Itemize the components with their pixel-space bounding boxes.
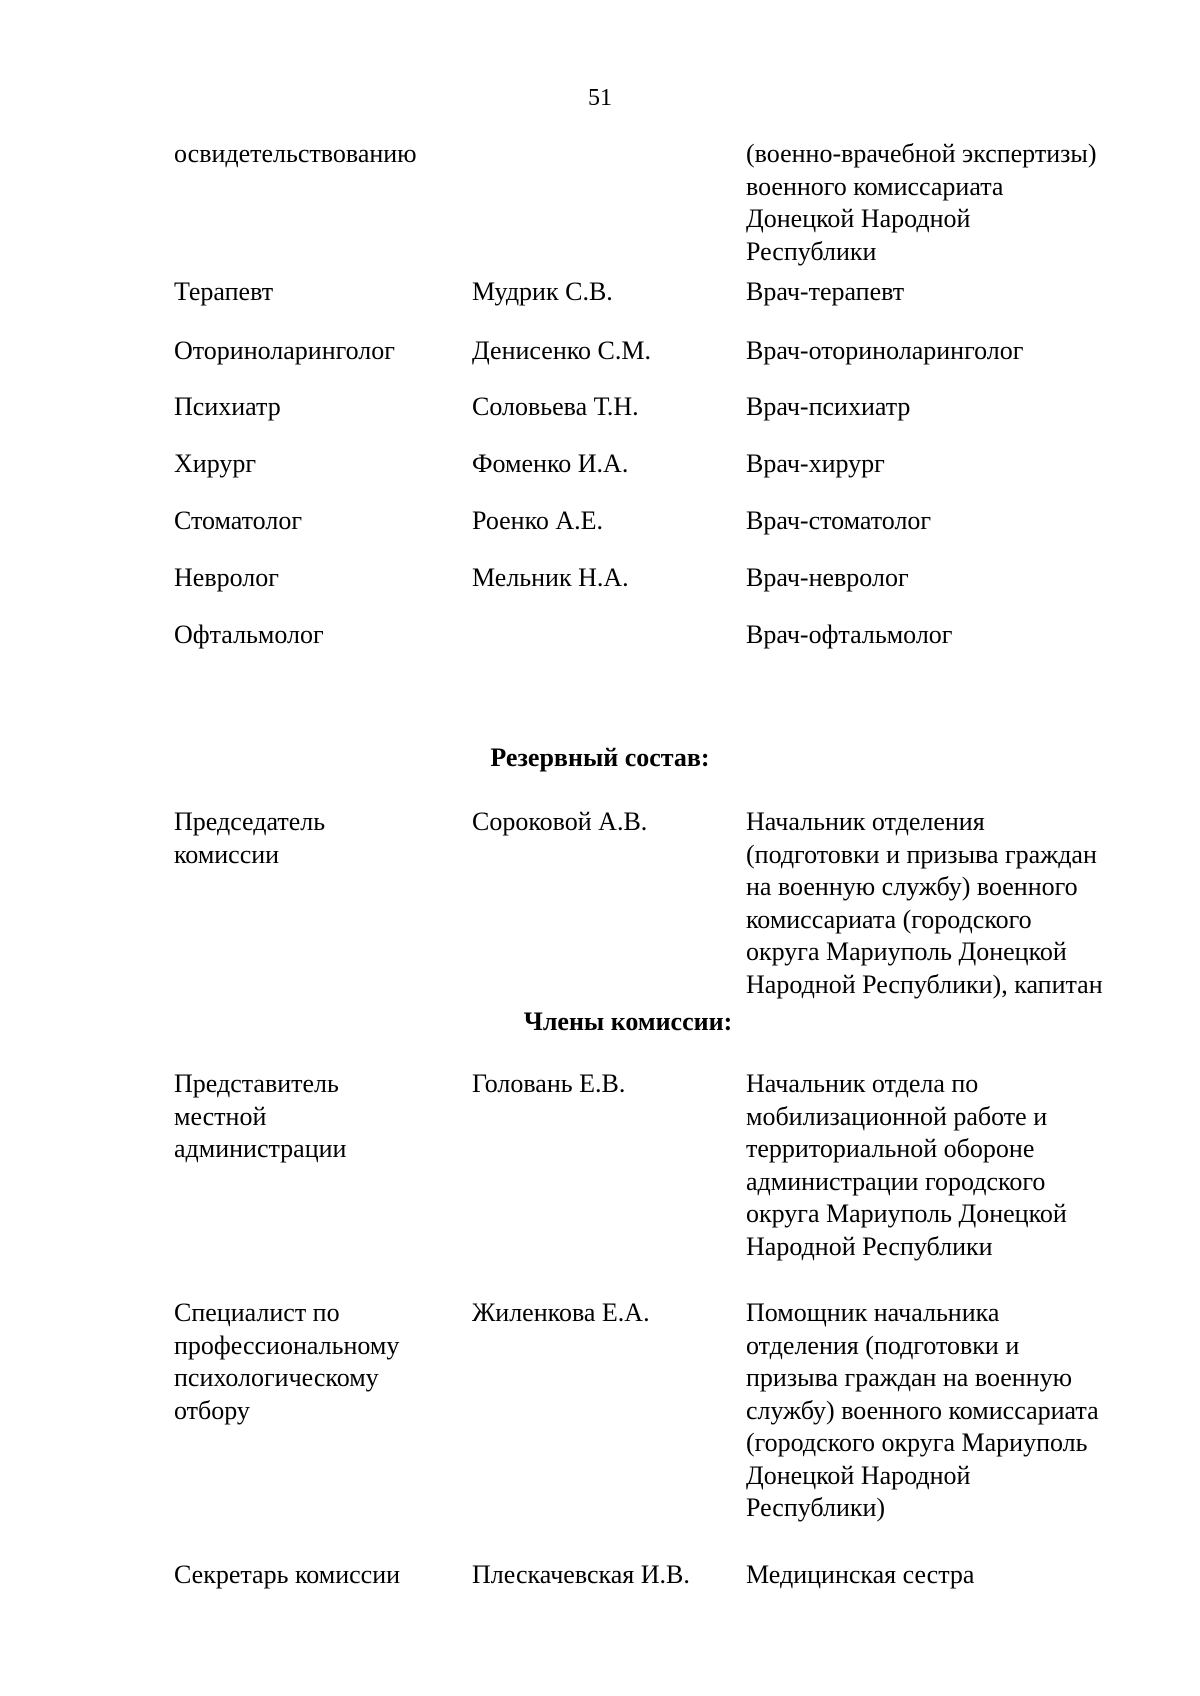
specialist-position: Врач-хирург — [746, 449, 885, 478]
position-line: (военно-врачебной экспертизы) — [746, 139, 1097, 168]
member-name: Плескачевская И.В. — [472, 1560, 690, 1589]
role-line: администрации — [174, 1134, 347, 1163]
page-number: 51 — [588, 85, 612, 111]
position-line: Помощник начальника — [746, 1298, 1000, 1327]
specialist-role: Терапевт — [174, 277, 274, 306]
member-role — [174, 1297, 459, 1427]
role-line: отбору — [174, 1395, 250, 1425]
role-line: Представитель — [174, 1069, 339, 1098]
position-line: (городского округа Мариуполь — [746, 1428, 1088, 1457]
member-role — [174, 1068, 459, 1166]
specialist-position: Врач-офтальмолог — [746, 620, 953, 649]
position-line: на военную службу) военного — [746, 872, 1078, 901]
position-line: отделения (подготовки и — [746, 1330, 1020, 1360]
position-line: Начальник отделения — [746, 807, 985, 836]
specialist-position: Врач-психиатр — [746, 392, 911, 421]
specialist-role: Стоматолог — [174, 506, 302, 535]
position-line: Народной Республики — [746, 1231, 993, 1261]
member-role — [174, 1559, 459, 1592]
position-line: округа Мариуполь Донецкой — [746, 937, 1067, 966]
position-line: Начальник отдела по — [746, 1069, 979, 1098]
member-name: Жиленкова Е.А. — [472, 1298, 650, 1327]
role-line: Председатель — [174, 807, 326, 836]
position-line: Медицинская сестра — [746, 1560, 975, 1589]
chairman-position — [746, 806, 1166, 1001]
specialist-position: Врач-терапевт — [746, 277, 905, 306]
chairman-role — [174, 806, 459, 871]
members-heading: Члены комиссии: — [523, 1007, 733, 1036]
specialist-name: Фоменко И.А. — [472, 449, 629, 478]
chairman-name: Сороковой А.В. — [472, 807, 648, 836]
role-line: местной — [174, 1101, 267, 1131]
specialist-name: Денисенко С.М. — [472, 336, 652, 365]
role-line: психологическому — [174, 1363, 379, 1392]
continued-position — [746, 138, 1166, 268]
role-line: Секретарь комиссии — [174, 1560, 401, 1589]
role-line: Специалист по — [174, 1298, 340, 1327]
role-line: комиссии — [174, 839, 280, 869]
reserve-heading: Резервный состав: — [490, 743, 710, 772]
role-line: профессиональному — [174, 1330, 400, 1360]
position-line: Донецкой Народной — [746, 1460, 971, 1490]
specialist-role: Невролог — [174, 563, 279, 592]
member-name: Головань Е.В. — [472, 1069, 626, 1098]
specialist-name: Роенко А.Е. — [472, 506, 604, 535]
position-line: военного комиссариата — [746, 171, 1004, 201]
specialist-role: Офтальмолог — [174, 620, 324, 649]
position-line: территориальной обороне — [746, 1134, 1035, 1163]
specialist-position: Врач-стоматолог — [746, 506, 932, 535]
specialist-role: Хирург — [174, 449, 257, 478]
position-line: Донецкой Народной — [746, 204, 971, 233]
position-line: службу) военного комиссариата — [746, 1395, 1099, 1425]
member-position — [746, 1559, 1166, 1592]
continued-role: освидетельствованию — [174, 139, 417, 168]
specialist-position: Врач-оториноларинголог — [746, 336, 1024, 365]
position-line: округа Мариуполь Донецкой — [746, 1199, 1067, 1228]
member-position — [746, 1068, 1166, 1263]
position-line: (подготовки и призыва граждан — [746, 839, 1097, 869]
position-line: администрации городского — [746, 1166, 1046, 1196]
position-line: Республики) — [746, 1493, 886, 1522]
position-line: Республики — [746, 236, 877, 266]
specialist-role: Оториноларинголог — [174, 336, 395, 365]
position-line: Народной Республики), капитан — [746, 969, 1103, 999]
specialist-position: Врач-невролог — [746, 563, 909, 592]
position-line: комиссариата (городского — [746, 904, 1032, 934]
specialist-role: Психиатр — [174, 392, 281, 421]
position-line: призыва граждан на военную — [746, 1363, 1073, 1392]
specialist-name: Соловьева Т.Н. — [472, 392, 639, 421]
specialist-name: Мудрик С.В. — [472, 277, 613, 306]
specialist-name: Мельник Н.А. — [472, 563, 629, 592]
member-position — [746, 1297, 1166, 1525]
position-line: мобилизационной работе и — [746, 1101, 1048, 1131]
